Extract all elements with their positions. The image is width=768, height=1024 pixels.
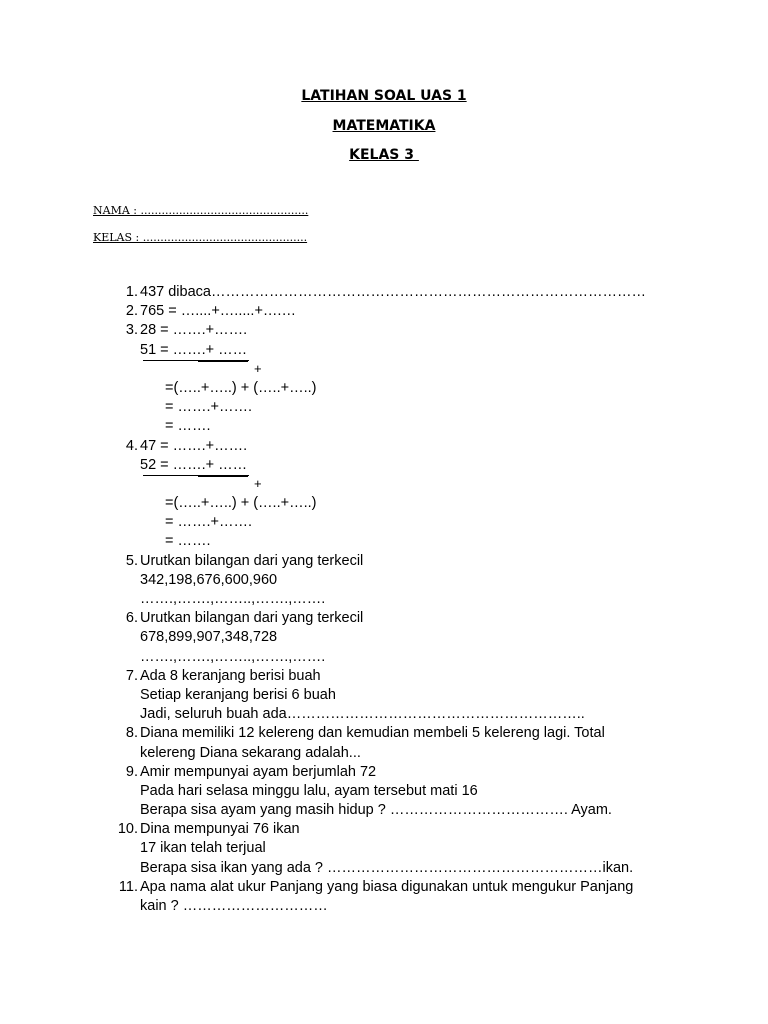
- question-3: [0, 321, 768, 340]
- question-8-line-2: [0, 744, 768, 763]
- question-8: [0, 724, 768, 743]
- question-number: 8.: [125, 725, 138, 742]
- question-text: Diana memiliki 12 kelereng dan kemudian membeli 5 kelereng lagi. Total: [140, 725, 605, 742]
- question-text: 28 = …….+…….: [140, 322, 248, 339]
- question-number: 9.: [125, 763, 138, 780]
- grade-title: KELAS 3: [349, 147, 419, 163]
- question-text: 678,899,907,348,728: [140, 629, 278, 646]
- question-text: 51 = …….+ ……: [140, 341, 248, 358]
- question-number: 2.: [125, 303, 138, 320]
- question-number: 6.: [125, 610, 138, 627]
- question-3-line-5: [0, 417, 768, 436]
- question-5-line-2: [0, 571, 768, 590]
- question-9-line-3: [0, 801, 768, 820]
- question-text: 52 = …….+ ……: [140, 456, 248, 473]
- question-1: [0, 283, 768, 302]
- name-field: NAMA : ................................................: [93, 204, 309, 217]
- question-11: [0, 878, 768, 897]
- question-6-line-3: [0, 648, 768, 667]
- question-number: 11.: [118, 878, 138, 895]
- question-text: Dina mempunyai 76 ikan: [140, 821, 300, 838]
- question-text: Berapa sisa ayam yang masih hidup ? ………………………………. Ayam.: [140, 802, 612, 819]
- question-3-line-2: [0, 341, 768, 360]
- question-text: =(…..+…..) + (…..+…..): [165, 379, 317, 396]
- question-number: 10.: [117, 821, 138, 838]
- question-4-line-3: [0, 494, 768, 513]
- subject-title: MATEMATIKA: [332, 118, 436, 134]
- question-4-line-4: [0, 513, 768, 532]
- worksheet-title: LATIHAN SOAL UAS 1: [301, 88, 467, 104]
- question-9-line-2: [0, 782, 768, 801]
- question-9: [0, 763, 768, 782]
- question-number: 1.: [125, 284, 138, 300]
- question-number: 7.: [125, 667, 138, 684]
- question-text: Jadi, seluruh buah ada……………………………………………………..: [140, 706, 585, 723]
- question-7-line-2: [0, 686, 768, 705]
- question-10-line-3: [0, 859, 768, 878]
- question-text: 765 = …....+….....+….…: [140, 303, 296, 320]
- question-4-line-2: [0, 456, 768, 475]
- question-text: Urutkan bilangan dari yang terkecil: [140, 552, 364, 569]
- question-text: = …….: [165, 533, 211, 550]
- question-text: Pada hari selasa minggu lalu, ayam tersebut mati 16: [140, 782, 478, 799]
- question-text: 342,198,676,600,960: [140, 571, 278, 588]
- question-number: 4.: [125, 437, 138, 454]
- question-text: Amir mempunyai ayam berjumlah 72: [140, 763, 377, 780]
- question-text: kelereng Diana sekarang adalah...: [140, 744, 361, 761]
- question-text: =(…..+…..) + (…..+…..): [165, 495, 317, 512]
- question-text: 437 dibaca………………………………………………………………………………: [140, 284, 646, 300]
- question-text: 47 = …….+…….: [140, 437, 248, 454]
- answer-blank: …….,…….,……..,…….,…….: [140, 648, 326, 665]
- question-text: Berapa sisa ikan yang ada ? …………………………………………………ikan.: [140, 859, 634, 876]
- question-text: Setiap keranjang berisi 6 buah: [140, 686, 336, 703]
- sum-line-overlay: [198, 476, 248, 477]
- question-5-line-3: [0, 590, 768, 609]
- question-7-line-3: [0, 705, 768, 724]
- addition-rule: [0, 475, 768, 494]
- question-text: Urutkan bilangan dari yang terkecil: [140, 610, 364, 627]
- question-3-line-4: [0, 398, 768, 417]
- question-4-line-5: [0, 532, 768, 551]
- question-10-line-2: [0, 839, 768, 858]
- question-10: [0, 820, 768, 839]
- question-7: [0, 667, 768, 686]
- question-number: 5.: [125, 552, 138, 569]
- question-text: 17 ikan telah terjual: [140, 840, 266, 857]
- plus-sign: +: [254, 360, 262, 376]
- question-text: = …….+…….: [165, 399, 253, 416]
- question-2: [0, 302, 768, 321]
- plus-sign: +: [254, 475, 262, 491]
- question-6-line-2: [0, 628, 768, 647]
- class-field: KELAS : ...............................................: [93, 231, 308, 244]
- sum-line-overlay: [198, 361, 248, 362]
- question-text: = …….+…….: [165, 514, 253, 531]
- addition-rule: [0, 360, 768, 379]
- question-3-line-3: [0, 379, 768, 398]
- question-list: [0, 283, 768, 916]
- question-6: [0, 609, 768, 628]
- question-text: kain ? …………………………: [140, 898, 328, 914]
- question-text: Apa nama alat ukur Panjang yang biasa digunakan untuk mengukur Panjang: [140, 878, 634, 895]
- question-text: = …….: [165, 418, 211, 435]
- question-4: [0, 437, 768, 456]
- answer-blank: …….,…….,……..,…….,…….: [140, 591, 326, 607]
- question-11-line-2: [0, 897, 768, 916]
- question-number: 3.: [125, 322, 138, 339]
- question-5: [0, 552, 768, 571]
- question-text: Ada 8 keranjang berisi buah: [140, 667, 321, 684]
